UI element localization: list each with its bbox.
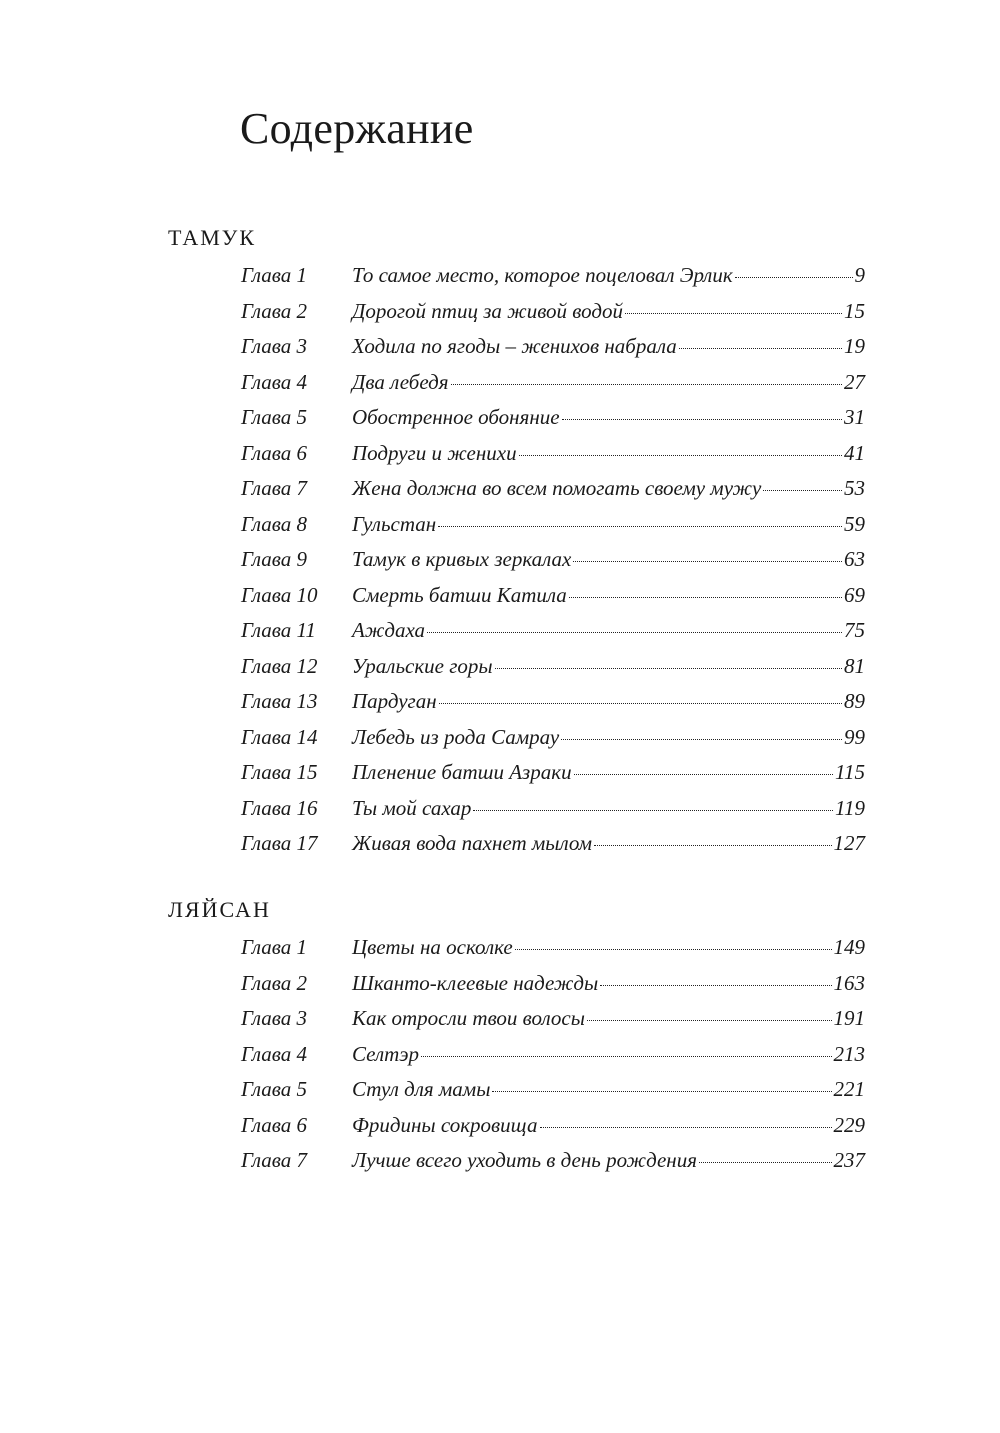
chapter-title: Цветы на осколке — [352, 935, 513, 959]
dot-leader — [699, 1162, 832, 1163]
chapter-title: Лучше всего уходить в день рождения — [352, 1148, 697, 1172]
toc-entry[interactable] — [0, 971, 1000, 1007]
toc-entry[interactable] — [0, 299, 1000, 335]
chapter-number: Глава 3 — [241, 1006, 307, 1030]
page-number: 115 — [835, 760, 865, 784]
chapter-number: Глава 15 — [241, 760, 318, 784]
toc-entry[interactable] — [0, 618, 1000, 654]
chapter-line — [352, 441, 865, 466]
chapter-title: Селтэр — [352, 1041, 420, 1066]
chapter-line — [352, 1006, 865, 1031]
chapter-title: Дорогой птиц за живой водой — [352, 298, 623, 323]
chapter-title: То самое место, которое поцеловал Эрлик — [352, 263, 733, 287]
chapter-number: Глава 11 — [241, 618, 316, 642]
chapter-number: Глава 7 — [241, 1148, 307, 1172]
toc-entry[interactable] — [0, 760, 1000, 796]
dot-leader — [495, 668, 842, 669]
toc-entry[interactable] — [0, 583, 1000, 619]
toc-entry[interactable] — [0, 370, 1000, 406]
page-number: 41 — [844, 440, 865, 465]
chapter-line — [352, 299, 865, 324]
chapter-number: Глава 6 — [241, 1112, 307, 1137]
page-number: 163 — [833, 970, 865, 995]
dot-leader — [473, 810, 833, 811]
chapter-line — [352, 689, 865, 714]
toc-list — [0, 263, 1000, 867]
chapter-line — [352, 334, 865, 359]
chapter-title: Тамук в кривых зеркалах — [352, 547, 572, 571]
page-number: 213 — [833, 1041, 865, 1066]
toc-entry[interactable] — [0, 689, 1000, 725]
chapter-line — [352, 971, 865, 996]
part-heading: ЛЯЙСАН — [168, 897, 271, 922]
chapter-number: Глава 9 — [241, 547, 307, 571]
chapter-line — [352, 618, 865, 643]
dot-leader — [439, 703, 842, 704]
chapter-number: Глава 7 — [241, 476, 307, 500]
chapter-number: Глава 2 — [241, 298, 307, 323]
page-number: 119 — [835, 795, 865, 820]
dot-leader — [519, 455, 842, 456]
toc-entry[interactable] — [0, 476, 1000, 512]
page-title: Содержание — [240, 104, 474, 153]
chapter-line — [352, 547, 865, 572]
dot-leader — [451, 384, 842, 385]
chapter-line — [352, 654, 865, 679]
page-number: 53 — [844, 476, 865, 500]
chapter-number: Глава 5 — [241, 1077, 307, 1101]
dot-leader — [427, 632, 842, 633]
chapter-number: Глава 6 — [241, 440, 307, 465]
page-number: 27 — [844, 369, 865, 394]
chapter-number: Глава 2 — [241, 970, 307, 995]
chapter-number: Глава 5 — [241, 405, 307, 429]
dot-leader — [492, 1091, 831, 1092]
toc-entry[interactable] — [0, 263, 1000, 299]
chapter-title: Ты мой сахар — [352, 795, 472, 820]
chapter-line — [352, 935, 865, 960]
toc-entry[interactable] — [0, 1006, 1000, 1042]
chapter-line — [352, 263, 865, 288]
chapter-number: Глава 8 — [241, 511, 307, 536]
chapter-number: Глава 4 — [241, 369, 307, 394]
chapter-title: Уральские горы — [352, 653, 493, 678]
chapter-number: Глава 1 — [241, 263, 307, 287]
page-number: 99 — [844, 724, 865, 749]
dot-leader — [438, 526, 842, 527]
chapter-title: Пардуган — [352, 689, 437, 713]
page-number: 19 — [844, 334, 865, 358]
dot-leader — [600, 985, 831, 986]
toc-entry[interactable] — [0, 547, 1000, 583]
toc-entry[interactable] — [0, 654, 1000, 690]
chapter-title: Смерть батши Катила — [352, 582, 567, 607]
dot-leader — [763, 490, 842, 491]
page-number: 9 — [854, 263, 865, 287]
dot-leader — [735, 277, 853, 278]
toc-entry[interactable] — [0, 512, 1000, 548]
chapter-title: Фридины сокровища — [352, 1112, 538, 1137]
dot-leader — [540, 1127, 832, 1128]
page-number: 191 — [833, 1006, 865, 1030]
chapter-title: Ходила по ягоды – женихов набрала — [352, 334, 677, 358]
toc-entry[interactable] — [0, 831, 1000, 867]
dot-leader — [679, 348, 842, 349]
chapter-line — [352, 583, 865, 608]
dot-leader — [573, 561, 842, 562]
chapter-line — [352, 725, 865, 750]
dot-leader — [625, 313, 842, 314]
page-number: 229 — [833, 1112, 865, 1137]
page-number: 31 — [844, 405, 865, 429]
chapter-line — [352, 476, 865, 501]
chapter-line — [352, 1042, 865, 1067]
chapter-title: Аждаха — [352, 618, 426, 642]
chapter-title: Два лебедя — [352, 369, 449, 394]
chapter-title: Подруги и женихи — [352, 440, 517, 465]
chapter-line — [352, 796, 865, 821]
chapter-number: Глава 12 — [241, 653, 318, 678]
page-number: 59 — [844, 511, 865, 536]
dot-leader — [515, 949, 832, 950]
toc-entry[interactable] — [0, 935, 1000, 971]
dot-leader — [574, 774, 833, 775]
chapter-title: Шканто-клеевые надежды — [352, 970, 599, 995]
chapter-number: Глава 10 — [241, 582, 318, 607]
page-number: 81 — [844, 653, 865, 678]
chapter-number: Глава 3 — [241, 334, 307, 358]
chapter-number: Глава 16 — [241, 795, 318, 820]
chapter-line — [352, 512, 865, 537]
page-number: 89 — [844, 689, 865, 713]
toc-entry[interactable] — [0, 1077, 1000, 1113]
page-number: 237 — [833, 1148, 865, 1172]
dot-leader — [569, 597, 842, 598]
chapter-line — [352, 1113, 865, 1138]
toc-entry[interactable] — [0, 405, 1000, 441]
toc-entry[interactable] — [0, 1113, 1000, 1149]
chapter-title: Жена должна во всем помогать своему мужу — [352, 476, 762, 500]
chapter-number: Глава 4 — [241, 1041, 307, 1066]
dot-leader — [587, 1020, 832, 1021]
chapter-line — [352, 405, 865, 430]
page-number: 69 — [844, 582, 865, 607]
toc-entry[interactable] — [0, 1148, 1000, 1184]
dot-leader — [594, 845, 832, 846]
toc-entry[interactable] — [0, 725, 1000, 761]
chapter-title: Лебедь из рода Самрау — [352, 724, 560, 749]
chapter-title: Обостренное обоняние — [352, 405, 560, 429]
page-number: 15 — [844, 298, 865, 323]
chapter-title: Пленение батши Азраки — [352, 760, 572, 784]
toc-entry[interactable] — [0, 441, 1000, 477]
chapter-line — [352, 760, 865, 785]
page-number: 63 — [844, 547, 865, 571]
dot-leader — [421, 1056, 831, 1057]
part-heading: ТАМУК — [168, 225, 257, 250]
toc-entry[interactable] — [0, 796, 1000, 832]
chapter-number: Глава 1 — [241, 935, 307, 959]
chapter-title: Гульстан — [352, 511, 437, 536]
toc-entry[interactable] — [0, 334, 1000, 370]
toc-list — [0, 935, 1000, 1184]
chapter-title: Как отросли твои волосы — [352, 1006, 585, 1030]
chapter-title: Живая вода пахнет мылом — [352, 831, 592, 855]
page-number: 149 — [833, 935, 865, 959]
toc-entry[interactable] — [0, 1042, 1000, 1078]
chapter-title: Стул для мамы — [352, 1077, 491, 1101]
dot-leader — [562, 419, 842, 420]
chapter-number: Глава 14 — [241, 724, 318, 749]
chapter-line — [352, 370, 865, 395]
page-number: 221 — [833, 1077, 865, 1101]
chapter-line — [352, 1148, 865, 1173]
chapter-line — [352, 1077, 865, 1102]
chapter-number: Глава 13 — [241, 689, 318, 713]
page-number: 75 — [844, 618, 865, 642]
chapter-line — [352, 831, 865, 856]
chapter-number: Глава 17 — [241, 831, 318, 855]
dot-leader — [561, 739, 842, 740]
page-number: 127 — [833, 831, 865, 855]
